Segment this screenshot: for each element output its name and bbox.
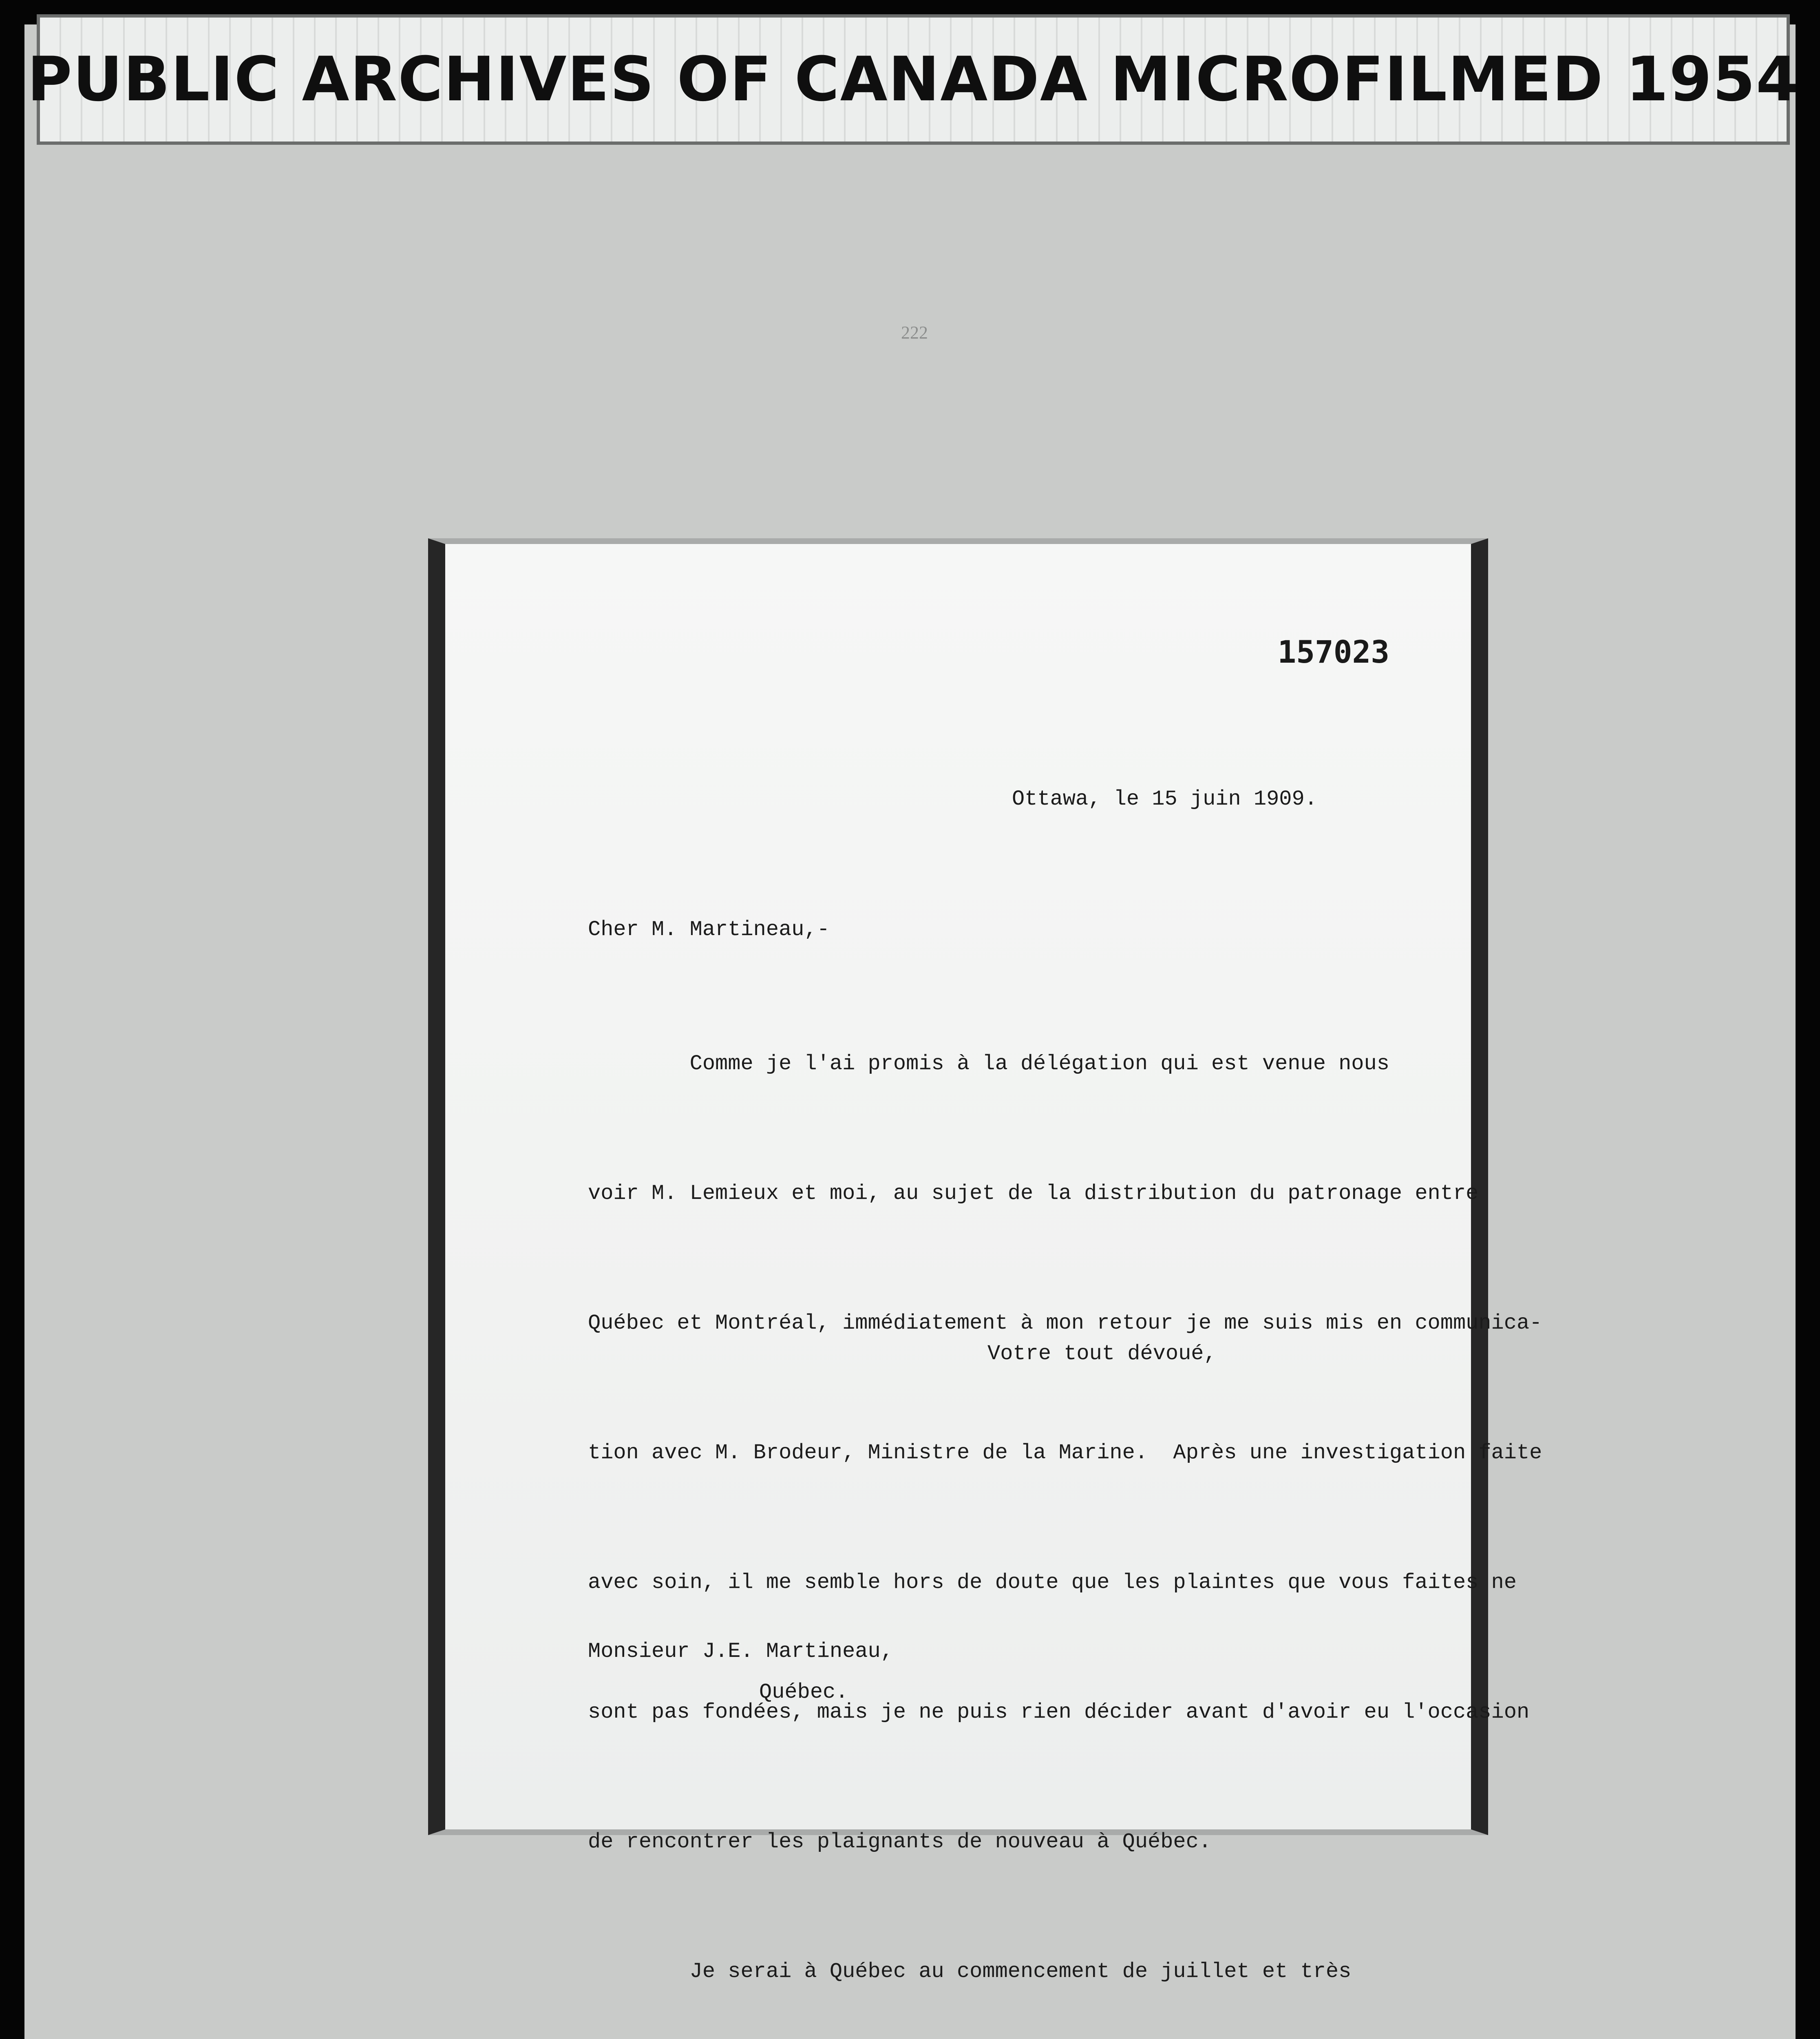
- addressee: Monsieur J.E. Martineau,: [588, 1639, 893, 1663]
- closing: Votre tout dévoué,: [987, 1342, 1217, 1366]
- body-line: Comme je l'ai promis à la délégation qui est venue nous: [588, 1052, 1389, 1076]
- archives-banner: [27, 14, 1800, 145]
- letter-page: [428, 538, 1542, 1984]
- body-line: avec soin, il me semble hors de doute que les plaintes que vous faites ne: [588, 1570, 1517, 1594]
- body-line: tion avec M. Brodeur, Ministre de la Marine. Après une investigation faite: [588, 1441, 1542, 1465]
- addressee-city: Québec.: [759, 1680, 848, 1704]
- body-line: de rencontrer les plaignants de nouveau à Québec.: [588, 1830, 1212, 1854]
- dateline: Ottawa, le 15 juin 1909.: [1012, 787, 1317, 811]
- document-number: 157023: [1277, 634, 1389, 670]
- letter-body: [588, 956, 1542, 2039]
- margin-note-top: 222: [901, 323, 928, 343]
- banner-title: PUBLIC ARCHIVES OF CANADA MICROFILMED 1954: [27, 44, 1800, 115]
- body-line: Je serai à Québec au commencement de juillet et très: [588, 1959, 1352, 1984]
- salutation: Cher M. Martineau,-: [588, 918, 830, 942]
- body-line: Québec et Montréal, immédiatement à mon retour je me suis mis en communica-: [588, 1311, 1542, 1335]
- body-line: voir M. Lemieux et moi, au sujet de la distribution du patronage entre: [588, 1181, 1479, 1205]
- body-line: sont pas fondées, mais je ne puis rien décider avant d'avoir eu l'occasion: [588, 1700, 1530, 1724]
